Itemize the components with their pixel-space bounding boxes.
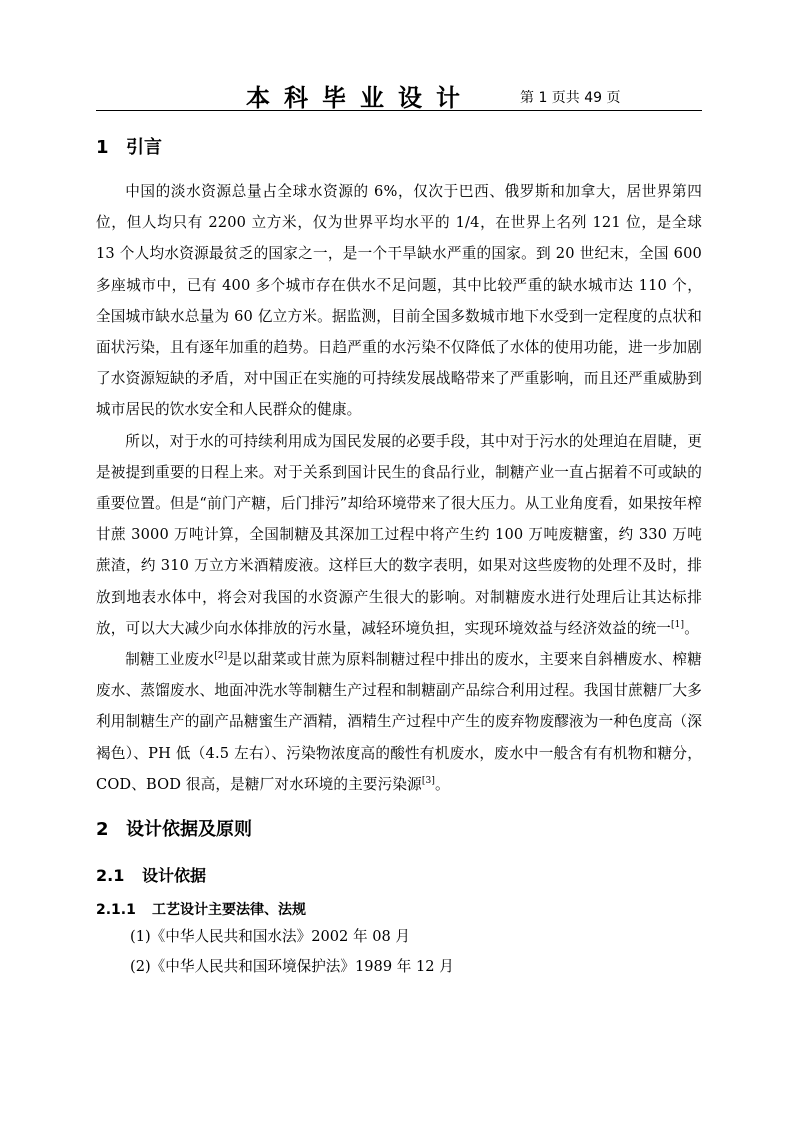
subsubsection-heading-laws — [96, 898, 702, 922]
section-title: 设计依据及原则 — [126, 819, 252, 841]
section-number: 2 — [96, 819, 109, 841]
paragraph-wastewater-source: 制糖工业废水[2]是以甜菜或甘蔗为原料制糖过程中排出的废水，主要来自斜槽废水、榨糖废水、蒸馏废水、地面冲洗水等制糖生产过程和制糖副产品综合利用过程。我国甘蔗糖厂大多利用制糖生产的副产品糖蜜生产酒精，酒精生产过程中产生的废弃物废醪液为一种色度高（深褐色）、PH 低（4.5 左右）、污染物浓度高的酸性有机废水，废水中一般含有有机物和糖分，COD、BOD 很高，是糖厂对水环境的主要污染源[3]。 — [96, 651, 702, 793]
page-header — [96, 78, 702, 110]
list-item-environment-law: (2)《中华人民共和国环境保护法》1989 年 12 月 — [130, 958, 454, 976]
citation-ref: [3] — [421, 776, 436, 786]
subsubsection-title: 工艺设计主要法律、法规 — [152, 902, 306, 919]
section-heading-introduction — [96, 132, 702, 164]
subsection-heading-design-basis — [96, 860, 702, 892]
citation-ref: [2] — [214, 651, 228, 662]
subsubsection-number: 2.1.1 — [96, 902, 136, 919]
section-heading-design-basis — [96, 814, 702, 846]
list-item-water-law: (1)《中华人民共和国水法》2002 年 08 月 — [130, 928, 411, 946]
header-divider — [96, 110, 702, 111]
paragraph-water-resources: 中国的淡水资源总量占全球水资源的 6%，仅次于巴西、俄罗斯和加拿大，居世界第四位，但人均只有 2200 立方米，仅为世界平均水平的 1/4，在世界上名列 121 位，是全球 13 个人均水资源最贫乏的国家之一，是一个干旱缺水严重的国家。到 20 世纪末，全国 600 多座城市中，已有 400 多个城市存在供水不足问题，其中比较严重的缺水城市达 110 个，全国城市缺水总量为 60 亿立方米。据监测，目前全国多数城市地下水受到一定程度的点状和面状污染，且有逐年加重的趋势。日趋严重的水污染不仅降低了水体的使用功能，进一步加剧了水资源短缺的矛盾，对中国正在实施的可持续发展战略带来了严重影响，而且还严重威胁到城市居民的饮水安全和人民群众的健康。 — [96, 183, 702, 419]
paragraph-sugar-industry: 所以，对于水的可持续利用成为国民发展的必要手段，其中对于污水的处理迫在眉睫，更是被提到重要的日程上来。对于关系到国计民生的食品行业，制糖产业一直占据着不可或缺的重要位置。但是“前门产糖，后门排污”却给环境带来了很大压力。从工业角度看，如果按年榨甘蔗 3000 万吨计算，全国制糖及其深加工过程中将产生约 100 万吨废糖蜜，约 330 万吨蔗渣，约 310 万立方米酒精废液。这样巨大的数字表明，如果对这些废物的处理不及时，排放到地表水体中，将会对我国的水资源产生很大的影响。对制糖废水进行处理后让其达标排放，可以大大减少向水体排放的污水量，减轻环境负担，实现环境效益与经济效益的统一[1]。 — [96, 432, 702, 637]
subsection-title: 设计依据 — [142, 866, 207, 886]
document-body — [96, 130, 702, 982]
section-number: 1 — [96, 137, 109, 158]
subsection-number: 2.1 — [96, 866, 125, 886]
citation-ref: [1] — [671, 619, 685, 630]
document-title: 本科毕业设计 — [246, 84, 474, 112]
section-title: 引言 — [126, 137, 162, 158]
page-number-info: 第 1 页共 49 页 — [520, 90, 621, 106]
